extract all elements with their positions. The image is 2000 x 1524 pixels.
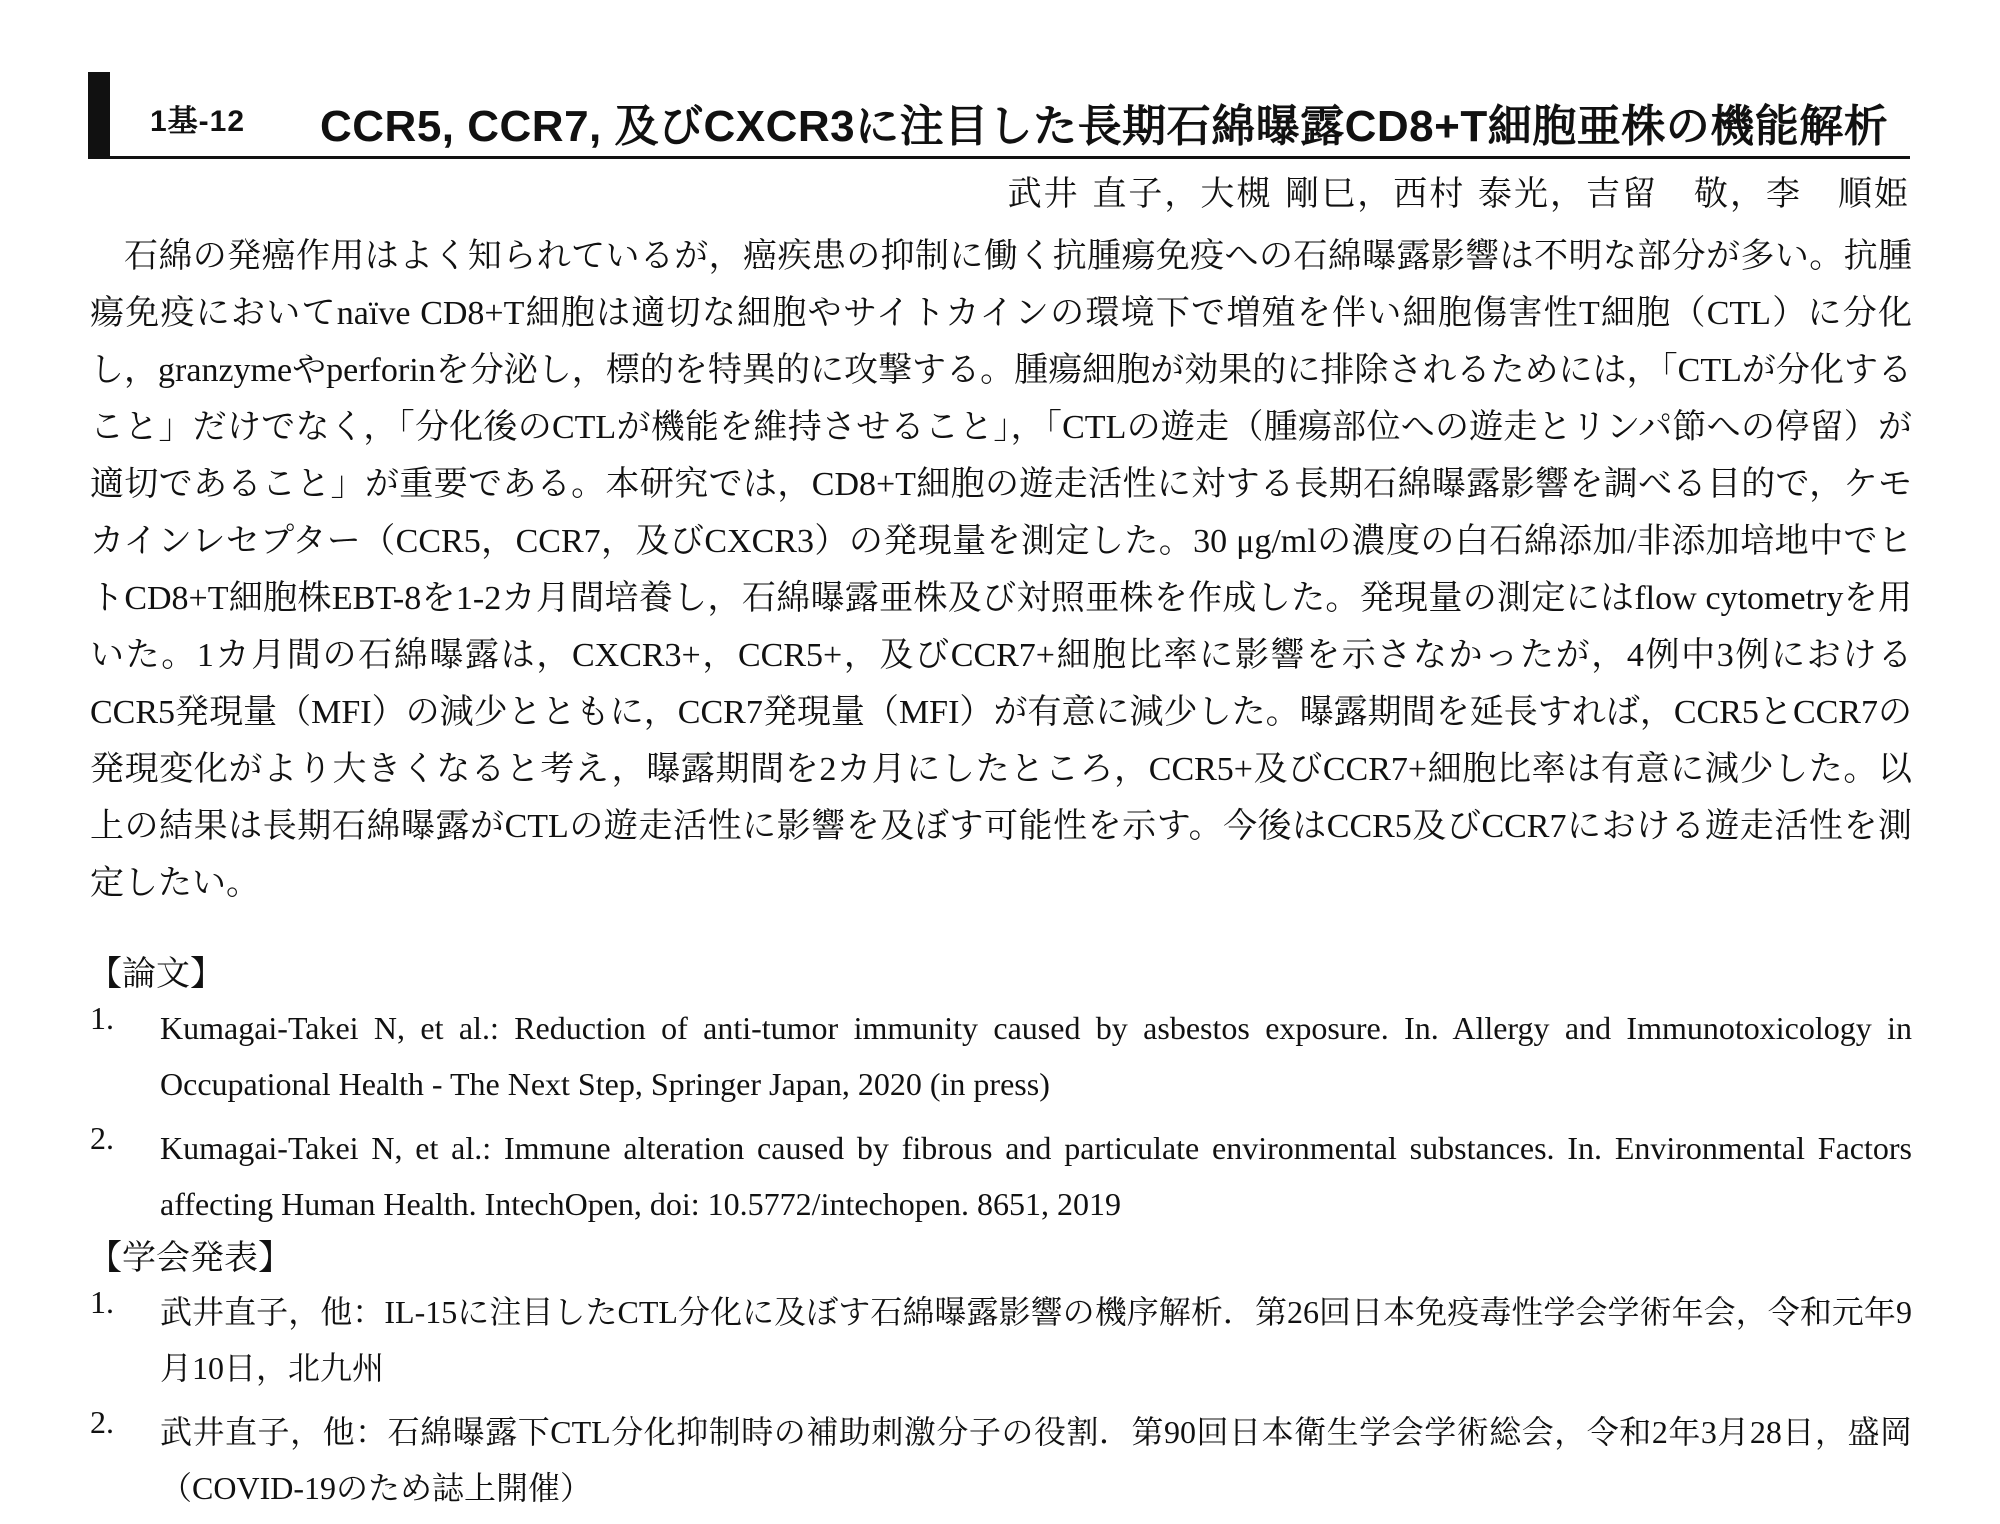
presentations-heading: 【学会発表】	[88, 1238, 292, 1278]
page-title: CCR5, CCR7, 及びCXCR3に注目した長期石綿曝露CD8+T細胞亜株の機能解析	[320, 102, 1889, 151]
presentations-list	[90, 1284, 1912, 1524]
abstract-code: 1基-12	[150, 105, 246, 138]
list-item	[90, 1000, 1912, 1112]
presentation-text: 武井直子，他：IL-15に注目したCTL分化に及ぼす石綿曝露影響の機序解析．第26回日本免疫毒性学会学術年会，令和元年9月10日，北九州	[160, 1294, 1912, 1386]
list-item	[90, 1404, 1912, 1516]
list-item-number: 2.	[90, 1120, 114, 1156]
title-bar-marker	[88, 72, 110, 156]
reference-text: Kumagai-Takei N, et al.: Immune alteration caused by fibrous and particulate environmental substances. In. Environmental Factors affecting Human Health. IntechOpen, doi: 10.5772/intechopen. 8651, 2019	[160, 1130, 1912, 1222]
list-item-number: 2.	[90, 1404, 114, 1440]
title-bar	[88, 72, 1910, 159]
list-item	[90, 1120, 1912, 1232]
presentation-text: 武井直子，他：石綿曝露下CTL分化抑制時の補助刺激分子の役割．第90回日本衛生学会学術総会，令和2年3月28日，盛岡（COVID-19のため誌上開催）	[160, 1414, 1912, 1506]
list-item-number: 1.	[90, 1284, 114, 1320]
author-list: 武井 直子，大槻 剛巳，西村 泰光，吉留 敬，李 順姫	[1007, 174, 1910, 214]
abstract-body: 石綿の発癌作用はよく知られているが，癌疾患の抑制に働く抗腫瘍免疫への石綿曝露影響は不明な部分が多い。抗腫瘍免疫においてnaïve CD8+T細胞は適切な細胞やサイトカインの環境下で増殖を伴い細胞傷害性T細胞（CTL）に分化し，granzymeやperforinを分泌し，標的を特異的に攻撃する。腫瘍細胞が効果的に排除されるためには，「CTLが分化すること」だけでなく，「分化後のCTLが機能を維持させること」，「CTLの遊走（腫瘍部位への遊走とリンパ節への停留）が適切であること」が重要である。本研究では，CD8+T細胞の遊走活性に対する長期石綿曝露影響を調べる目的で，ケモカインレセプター（CCR5，CCR7，及びCXCR3）の発現量を測定した。30 μg/mlの濃度の白石綿添加/非添加培地中でヒトCD8+T細胞株EBT-8を1-2カ月間培養し，石綿曝露亜株及び対照亜株を作成した。発現量の測定にはflow cytometryを用いた。1カ月間の石綿曝露は，CXCR3+，CCR5+，及びCCR7+細胞比率に影響を示さなかったが，4例中3例におけるCCR5発現量（MFI）の減少とともに，CCR7発現量（MFI）が有意に減少した。曝露期間を延長すれば，CCR5とCCR7の発現変化がより大きくなると考え，曝露期間を2カ月にしたところ，CCR5+及びCCR7+細胞比率は有意に減少した。以上の結果は長期石綿曝露がCTLの遊走活性に影響を及ぼす可能性を示す。今後はCCR5及びCCR7における遊走活性を測定したい。	[90, 238, 1912, 902]
papers-heading: 【論文】	[88, 954, 224, 994]
papers-list	[90, 1000, 1912, 1240]
list-item	[90, 1284, 1912, 1396]
list-item-number: 1.	[90, 1000, 114, 1036]
reference-text: Kumagai-Takei N, et al.: Reduction of anti-tumor immunity caused by asbestos exposure. In. Allergy and Immunotoxicology in Occupational Health - The Next Step, Springer Japan, 2020 (in press)	[160, 1010, 1912, 1102]
